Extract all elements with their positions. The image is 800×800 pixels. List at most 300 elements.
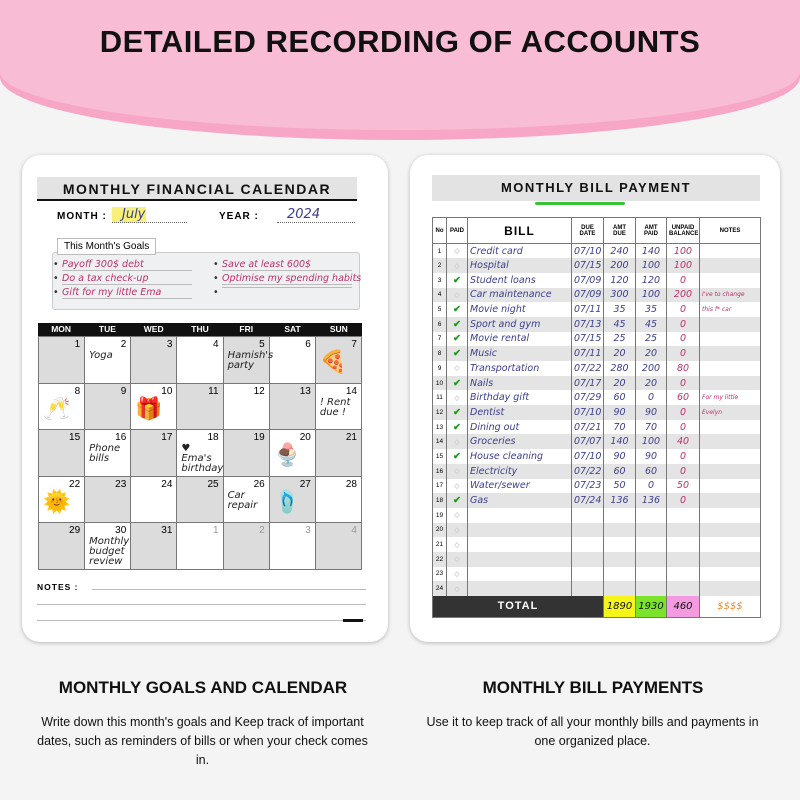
notes-line[interactable]: [37, 620, 366, 621]
section-text-calendar: Write down this month's goals and Keep track of important dates, such as reminders of bills or when your check comes in.: [37, 715, 368, 767]
amount-paid[interactable]: 100: [636, 434, 667, 449]
day-number: 9: [120, 385, 127, 397]
day-number: 27: [299, 478, 311, 490]
day-number: 5: [259, 339, 265, 350]
due-date[interactable]: 07/29: [572, 390, 604, 405]
amount-paid[interactable]: [636, 537, 667, 552]
row-note[interactable]: [700, 346, 761, 361]
amount-due[interactable]: [604, 567, 636, 582]
day-number: 3: [166, 339, 173, 350]
paid-checkbox[interactable]: ◇: [447, 508, 468, 523]
calendar-day[interactable]: [39, 384, 85, 431]
row-number: 17: [433, 479, 447, 494]
day-number: 23: [115, 478, 127, 490]
amount-due[interactable]: 90: [604, 449, 636, 464]
paid-checkbox[interactable]: ✔: [447, 332, 468, 347]
row-note[interactable]: I've to change: [700, 288, 761, 303]
row-number: 18: [433, 493, 447, 508]
due-date[interactable]: 07/13: [572, 317, 604, 332]
row-note[interactable]: this f* car: [700, 302, 761, 317]
due-date[interactable]: 07/10: [572, 449, 604, 464]
row-number: 15: [433, 449, 447, 464]
day-event: Monthly budget review: [89, 536, 130, 567]
amount-paid[interactable]: 140: [636, 244, 667, 259]
calendar-day[interactable]: [224, 337, 274, 384]
amount-paid[interactable]: 100: [636, 288, 667, 303]
day-number: 10: [161, 385, 173, 397]
bill-name[interactable]: Electricity: [468, 464, 572, 479]
row-note[interactable]: [700, 244, 761, 259]
table-row: [433, 581, 761, 596]
notes-line[interactable]: [92, 589, 366, 590]
bill-name[interactable]: Groceries: [468, 434, 572, 449]
total-value: 460: [667, 596, 700, 617]
amount-paid[interactable]: [636, 552, 667, 567]
amount-due[interactable]: 50: [604, 479, 636, 494]
due-date[interactable]: 07/17: [572, 376, 604, 391]
due-date[interactable]: 07/09: [572, 288, 604, 303]
unpaid-balance[interactable]: 60: [667, 390, 700, 405]
goal-item[interactable]: • Payoff 300$ debt: [62, 259, 192, 271]
row-note[interactable]: Evelyn: [700, 405, 761, 420]
amount-due[interactable]: 136: [604, 493, 636, 508]
day-number: 21: [345, 432, 357, 443]
amount-paid[interactable]: 120: [636, 273, 667, 288]
bill-name[interactable]: Birthday gift: [468, 390, 572, 405]
row-number: 20: [433, 523, 447, 538]
calendar-day[interactable]: [316, 384, 362, 431]
unpaid-balance[interactable]: 80: [667, 361, 700, 376]
amount-paid[interactable]: [636, 508, 667, 523]
calendar-card: [22, 155, 388, 642]
amount-paid[interactable]: 136: [636, 493, 667, 508]
row-note[interactable]: [700, 493, 761, 508]
due-date[interactable]: 07/11: [572, 302, 604, 317]
paid-checkbox[interactable]: ✔: [447, 273, 468, 288]
bill-name[interactable]: [468, 552, 572, 567]
calendar-day[interactable]: [177, 384, 223, 431]
amount-due[interactable]: 90: [604, 405, 636, 420]
total-row: [433, 596, 761, 617]
calendar-day[interactable]: [316, 430, 362, 477]
unpaid-balance[interactable]: [667, 567, 700, 582]
bill-name[interactable]: [468, 567, 572, 582]
row-note[interactable]: [700, 420, 761, 435]
due-date[interactable]: 07/09: [572, 273, 604, 288]
day-number: 12: [253, 385, 265, 397]
bill-title: MONTHLY BILL PAYMENT: [432, 175, 760, 201]
day-number: 29: [69, 525, 81, 536]
unpaid-balance[interactable]: [667, 508, 700, 523]
bill-name[interactable]: Transportation: [468, 361, 572, 376]
calendar-day[interactable]: [85, 384, 131, 431]
unpaid-balance[interactable]: 0: [667, 332, 700, 347]
amount-paid[interactable]: 90: [636, 405, 667, 420]
unpaid-balance[interactable]: 0: [667, 449, 700, 464]
row-note[interactable]: [700, 581, 761, 596]
amount-due[interactable]: 60: [604, 464, 636, 479]
page-title: DETAILED RECORDING OF ACCOUNTS: [99, 24, 701, 59]
due-date[interactable]: 07/23: [572, 479, 604, 494]
due-date[interactable]: [572, 567, 604, 582]
calendar-day[interactable]: [39, 477, 85, 524]
amount-paid[interactable]: 20: [636, 376, 667, 391]
amount-due[interactable]: 70: [604, 420, 636, 435]
row-number: 7: [433, 332, 447, 347]
bill-name[interactable]: Music: [468, 346, 572, 361]
amount-due[interactable]: [604, 508, 636, 523]
calendar-day[interactable]: [224, 384, 270, 431]
table-row: [433, 420, 761, 435]
total-note: $$$$: [700, 596, 761, 617]
amount-due[interactable]: [604, 581, 636, 596]
day-number: 24: [161, 478, 173, 490]
calendar-day[interactable]: [224, 430, 270, 477]
amount-due[interactable]: 300: [604, 288, 636, 303]
table-row: [433, 390, 761, 405]
month-value: July: [112, 207, 187, 223]
paid-checkbox[interactable]: ✔: [447, 302, 468, 317]
day-number: 15: [69, 432, 81, 443]
calendar-day[interactable]: [39, 337, 85, 384]
calendar-day[interactable]: [270, 430, 316, 477]
calendar-day[interactable]: [316, 337, 362, 384]
row-number: 13: [433, 420, 447, 435]
due-date[interactable]: 07/11: [572, 346, 604, 361]
row-note[interactable]: [700, 479, 761, 494]
calendar-day[interactable]: [131, 430, 177, 477]
day-event: 🍕: [319, 350, 348, 375]
table-row: [433, 434, 761, 449]
amount-paid[interactable]: 70: [636, 420, 667, 435]
month-label: MONTH :: [57, 211, 107, 222]
bill-name[interactable]: Water/sewer: [468, 479, 572, 494]
paid-checkbox[interactable]: ◇: [447, 434, 468, 449]
amount-paid[interactable]: [636, 567, 667, 582]
row-number: 10: [433, 376, 447, 391]
bill-name[interactable]: Sport and gym: [468, 317, 572, 332]
bill-name[interactable]: [468, 508, 572, 523]
goal-item[interactable]: • Gift for my little Ema: [62, 287, 192, 299]
amount-due[interactable]: 60: [604, 390, 636, 405]
day-number: 1: [74, 339, 81, 350]
amount-due[interactable]: 280: [604, 361, 636, 376]
column-header: PAID: [447, 218, 468, 244]
due-date[interactable]: [572, 552, 604, 567]
row-note[interactable]: [700, 317, 761, 332]
due-date[interactable]: 07/10: [572, 405, 604, 420]
bill-name[interactable]: Nails: [468, 376, 572, 391]
row-note[interactable]: [700, 567, 761, 582]
paid-checkbox[interactable]: ✔: [447, 493, 468, 508]
calendar-day[interactable]: [270, 523, 316, 570]
day-event: ! Rent due !: [319, 396, 351, 418]
table-row: [433, 332, 761, 347]
calendar-day[interactable]: [177, 523, 223, 570]
amount-due[interactable]: [604, 523, 636, 538]
day-number: 31: [161, 525, 173, 536]
paid-checkbox[interactable]: ◇: [447, 464, 468, 479]
weekday-header: THU: [191, 324, 209, 334]
day-number: 2: [259, 525, 265, 536]
bill-name[interactable]: Movie rental: [468, 332, 572, 347]
due-date[interactable]: [572, 523, 604, 538]
bill-name[interactable]: House cleaning: [468, 449, 572, 464]
calendar-day[interactable]: [316, 477, 362, 524]
goal-item[interactable]: • Optimise my spending habits: [222, 273, 352, 285]
amount-due[interactable]: 20: [604, 346, 636, 361]
day-event: 🍨: [273, 443, 302, 468]
paid-checkbox[interactable]: ◇: [447, 390, 468, 405]
weekday-header: TUE: [98, 324, 116, 334]
notes-line[interactable]: [37, 604, 366, 605]
day-number: 16: [115, 432, 127, 443]
paid-checkbox[interactable]: ✔: [447, 346, 468, 361]
calendar-day[interactable]: [85, 337, 131, 384]
table-row: [433, 258, 761, 273]
amount-paid[interactable]: 60: [636, 464, 667, 479]
bill-name[interactable]: Movie night: [468, 302, 572, 317]
bill-name[interactable]: [468, 581, 572, 596]
due-date[interactable]: 07/15: [572, 332, 604, 347]
amount-due[interactable]: 25: [604, 332, 636, 347]
calendar-day[interactable]: [316, 523, 362, 570]
calendar-day[interactable]: [85, 523, 131, 570]
day-number: 7: [351, 339, 357, 350]
day-number: 3: [305, 525, 311, 536]
table-row: [433, 244, 761, 259]
calendar-day[interactable]: [131, 477, 177, 524]
due-date[interactable]: 07/07: [572, 434, 604, 449]
bill-name[interactable]: Credit card: [468, 244, 572, 259]
calendar-day[interactable]: [39, 430, 85, 477]
notes-mark: [343, 619, 363, 622]
notes-label: NOTES :: [37, 582, 79, 592]
day-number: 4: [351, 525, 357, 536]
unpaid-balance[interactable]: [667, 537, 700, 552]
calendar-day[interactable]: [39, 523, 85, 570]
amount-due[interactable]: [604, 552, 636, 567]
unpaid-balance[interactable]: [667, 523, 700, 538]
row-note[interactable]: [700, 464, 761, 479]
calendar-day[interactable]: [270, 477, 316, 524]
day-number: 11: [208, 385, 219, 397]
amount-due[interactable]: 240: [604, 244, 636, 259]
due-date[interactable]: 07/22: [572, 361, 604, 376]
unpaid-balance[interactable]: 40: [667, 434, 700, 449]
paid-checkbox[interactable]: ✔: [447, 376, 468, 391]
unpaid-balance[interactable]: 0: [667, 317, 700, 332]
due-date[interactable]: 07/22: [572, 464, 604, 479]
amount-paid[interactable]: 35: [636, 302, 667, 317]
calendar-day[interactable]: [131, 337, 177, 384]
calendar-day[interactable]: [85, 477, 131, 524]
bill-name[interactable]: Car maintenance: [468, 288, 572, 303]
table-row: [433, 346, 761, 361]
unpaid-balance[interactable]: 0: [667, 376, 700, 391]
weekday-header: SAT: [284, 324, 301, 334]
paid-checkbox[interactable]: ◇: [447, 581, 468, 596]
paid-checkbox[interactable]: ✔: [447, 449, 468, 464]
table-row: [433, 552, 761, 567]
unpaid-balance[interactable]: [667, 552, 700, 567]
paid-checkbox[interactable]: ✔: [447, 405, 468, 420]
row-number: 2: [433, 258, 447, 273]
paid-checkbox[interactable]: ◇: [447, 523, 468, 538]
weekday-header: SUN: [329, 324, 348, 334]
unpaid-balance[interactable]: 0: [667, 493, 700, 508]
amount-paid[interactable]: 25: [636, 332, 667, 347]
paid-checkbox[interactable]: ◇: [447, 361, 468, 376]
unpaid-balance[interactable]: 0: [667, 302, 700, 317]
column-header: No: [433, 218, 447, 244]
row-note[interactable]: [700, 376, 761, 391]
row-number: 1: [433, 244, 447, 259]
column-header: DUE DATE: [572, 218, 604, 244]
amount-paid[interactable]: [636, 581, 667, 596]
row-number: 21: [433, 537, 447, 552]
row-note[interactable]: [700, 332, 761, 347]
row-number: 12: [433, 405, 447, 420]
due-date[interactable]: 07/21: [572, 420, 604, 435]
due-date[interactable]: [572, 581, 604, 596]
paid-checkbox[interactable]: ◇: [447, 288, 468, 303]
goal-item[interactable]: [222, 287, 352, 288]
amount-due[interactable]: 35: [604, 302, 636, 317]
due-date[interactable]: 07/10: [572, 244, 604, 259]
goal-item[interactable]: • Save at least 600$: [222, 259, 352, 271]
paid-checkbox[interactable]: ◇: [447, 479, 468, 494]
amount-paid[interactable]: 45: [636, 317, 667, 332]
row-number: 19: [433, 508, 447, 523]
bill-name[interactable]: Dining out: [468, 420, 572, 435]
section-title-calendar: MONTHLY GOALS AND CALENDAR: [58, 678, 348, 697]
calendar-day[interactable]: [131, 384, 177, 431]
goal-item[interactable]: • Do a tax check-up: [62, 273, 192, 285]
amount-paid[interactable]: 0: [636, 479, 667, 494]
total-label: TOTAL: [433, 596, 604, 617]
amount-paid[interactable]: [636, 523, 667, 538]
table-row: [433, 302, 761, 317]
row-note[interactable]: [700, 361, 761, 376]
amount-paid[interactable]: 0: [636, 390, 667, 405]
unpaid-balance[interactable]: 200: [667, 288, 700, 303]
due-date[interactable]: 07/15: [572, 258, 604, 273]
day-number: 17: [161, 432, 173, 443]
due-date[interactable]: 07/24: [572, 493, 604, 508]
row-number: 22: [433, 552, 447, 567]
bill-name[interactable]: [468, 523, 572, 538]
table-row: [433, 317, 761, 332]
paid-checkbox[interactable]: ◇: [447, 552, 468, 567]
calendar-day[interactable]: [131, 523, 177, 570]
table-row: [433, 449, 761, 464]
bill-name[interactable]: Hospital: [468, 258, 572, 273]
unpaid-balance[interactable]: 100: [667, 258, 700, 273]
due-date[interactable]: [572, 537, 604, 552]
day-number: 30: [115, 525, 127, 536]
amount-paid[interactable]: 90: [636, 449, 667, 464]
calendar-day[interactable]: [85, 430, 131, 477]
row-note[interactable]: [700, 273, 761, 288]
calendar-day[interactable]: [177, 477, 223, 524]
due-date[interactable]: [572, 508, 604, 523]
calendar-day[interactable]: [270, 384, 316, 431]
row-note[interactable]: [700, 508, 761, 523]
unpaid-balance[interactable]: 50: [667, 479, 700, 494]
calendar-day[interactable]: [224, 523, 270, 570]
bill-name[interactable]: Dentist: [468, 405, 572, 420]
amount-due[interactable]: 45: [604, 317, 636, 332]
table-row: [433, 288, 761, 303]
calendar-day[interactable]: [270, 337, 316, 384]
row-note[interactable]: [700, 449, 761, 464]
amount-paid[interactable]: 100: [636, 258, 667, 273]
amount-due[interactable]: [604, 537, 636, 552]
unpaid-balance[interactable]: 0: [667, 405, 700, 420]
amount-paid[interactable]: 200: [636, 361, 667, 376]
row-note[interactable]: [700, 523, 761, 538]
row-number: 5: [433, 302, 447, 317]
unpaid-balance[interactable]: 0: [667, 346, 700, 361]
paid-checkbox[interactable]: ✔: [447, 420, 468, 435]
day-number: 13: [299, 385, 311, 397]
paid-checkbox[interactable]: ✔: [447, 317, 468, 332]
unpaid-balance[interactable]: 100: [667, 244, 700, 259]
amount-paid[interactable]: 20: [636, 346, 667, 361]
unpaid-balance[interactable]: 0: [667, 464, 700, 479]
paid-checkbox[interactable]: ◇: [447, 567, 468, 582]
calendar-day[interactable]: [177, 337, 223, 384]
row-note[interactable]: For my little: [700, 390, 761, 405]
table-row: [433, 508, 761, 523]
amount-due[interactable]: 200: [604, 258, 636, 273]
unpaid-balance[interactable]: 0: [667, 273, 700, 288]
calendar-day[interactable]: [224, 477, 270, 524]
amount-due[interactable]: 120: [604, 273, 636, 288]
day-event: ♥ Ema's birthday: [181, 443, 224, 474]
table-row: [433, 493, 761, 508]
row-note[interactable]: [700, 537, 761, 552]
weekday-header: WED: [143, 324, 164, 334]
row-note[interactable]: [700, 552, 761, 567]
row-number: 8: [433, 346, 447, 361]
row-note[interactable]: [700, 258, 761, 273]
table-row: [433, 537, 761, 552]
amount-due[interactable]: 140: [604, 434, 636, 449]
weekday-header: FRI: [239, 324, 254, 334]
day-event: Car repair: [227, 489, 258, 511]
row-note[interactable]: [700, 434, 761, 449]
unpaid-balance[interactable]: 0: [667, 420, 700, 435]
paid-checkbox[interactable]: ◇: [447, 537, 468, 552]
calendar-day[interactable]: [177, 430, 223, 477]
row-number: 16: [433, 464, 447, 479]
amount-due[interactable]: 20: [604, 376, 636, 391]
unpaid-balance[interactable]: [667, 581, 700, 596]
title-underline: [535, 202, 625, 205]
bill-name[interactable]: Student loans: [468, 273, 572, 288]
paid-checkbox[interactable]: ◇: [447, 244, 468, 259]
bill-name[interactable]: Gas: [468, 493, 572, 508]
day-event: 🌞: [43, 489, 71, 515]
bill-name[interactable]: [468, 537, 572, 552]
banner-background-light: [0, 0, 800, 130]
day-event: Hamish's party: [227, 350, 274, 371]
day-number: 8: [74, 385, 81, 397]
paid-checkbox[interactable]: ◇: [447, 258, 468, 273]
day-number: 2: [120, 339, 127, 350]
